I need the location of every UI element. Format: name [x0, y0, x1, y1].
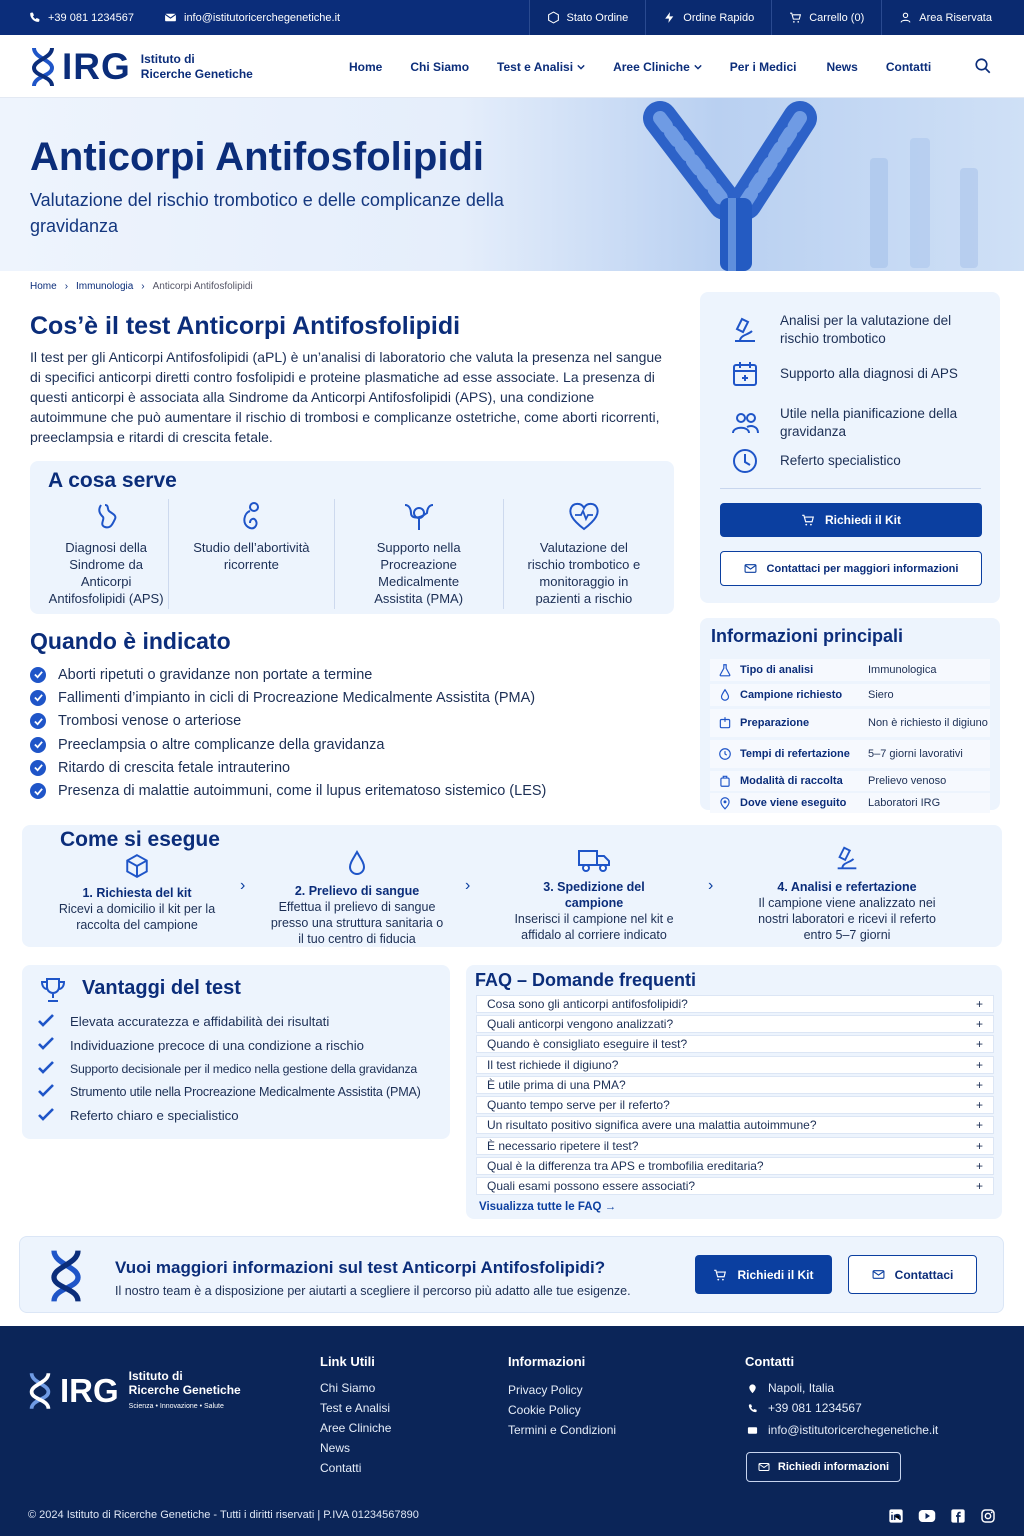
lightning-icon: [663, 11, 676, 24]
stato-ordine-link[interactable]: Stato Ordine: [529, 0, 646, 35]
phone-icon: [747, 1403, 758, 1414]
list-item: Referto chiaro e specialistico: [38, 1104, 421, 1128]
faq-item[interactable]: Un risultato positivo significa avere una malattia autoimmune? +: [476, 1116, 994, 1134]
footer-links-title: Link Utili: [320, 1354, 375, 1369]
divider: [720, 488, 981, 489]
drop-icon: [710, 688, 740, 702]
intro-text: Il test per gli Anticorpi Antifosfolipidi (aPL) è un’analisi di laboratorio che valuta la presenza nel sangue di specifici anticorpi diretti contro fosfolipidi e proteine plasmatiche ad esse associate. La presenza di questi anticorpi è associata alla Sindrome da Anticorpi Antifosfolipidi (APS), una condizione autoimmune che può aumentare il rischio di trombosi e complicanze ostetriche, come aborti ricorrenti, preeclampsia e ritardi di crescita fetale.: [30, 349, 662, 445]
faq-panel: [466, 965, 1002, 1219]
a-cosa-serve-panel: [30, 461, 674, 614]
chevron-down-icon: [577, 63, 585, 71]
footer: [0, 1326, 1024, 1536]
list-item: Presenza di malattie autoimmuni, come il lupus eritematoso sistemico (LES): [30, 779, 546, 802]
mail-icon: [164, 11, 177, 24]
faq-item[interactable]: È utile prima di una PMA? +: [476, 1076, 994, 1094]
copyright: © 2024 Istituto di Ricerche Genetiche - Tutti i diritti riservati | P.IVA 01234567890: [28, 1509, 419, 1521]
feature-panel: [700, 292, 1000, 603]
antibody-illustration: [630, 98, 1024, 271]
breadcrumb-home[interactable]: Home: [30, 281, 57, 292]
box-icon: [124, 853, 150, 879]
serve-item: Studio dell’abortività ricorrente: [169, 499, 334, 609]
step-item: 3. Spedizione del campione Inserisci il campione nel kit e affidalo al corriere indicato: [494, 847, 694, 943]
microscope-icon: [833, 843, 861, 873]
nav-chi-siamo[interactable]: Chi Siamo: [410, 59, 470, 74]
vantaggi-panel: [22, 965, 450, 1139]
footer-info-title: Informazioni: [508, 1354, 586, 1369]
mail-icon: [758, 1461, 770, 1473]
box-icon: [547, 11, 560, 24]
faq-item[interactable]: Quali anticorpi vengono analizzati? +: [476, 1015, 994, 1033]
footer-link[interactable]: Test e Analisi: [320, 1401, 391, 1415]
faq-item[interactable]: Quando è consigliato eseguire il test? +: [476, 1035, 994, 1053]
info-title: Informazioni principali: [711, 626, 904, 646]
main-navigation: [0, 35, 1024, 98]
serve-item: Valutazione del rischio trombotico e monitoraggio in pazienti a rischio: [504, 499, 664, 609]
cta-title: Vuoi maggiori informazioni sul test Anticorpi Antifosfolipidi?: [115, 1258, 606, 1277]
quando-title: Quando è indicato: [30, 628, 231, 654]
location-pin-icon: [747, 1383, 758, 1394]
plus-icon: +: [975, 1159, 983, 1173]
info-row: Modalità di raccolta Prelievo venoso: [710, 771, 990, 791]
faq-item[interactable]: Quanto tempo serve per il referto? +: [476, 1096, 994, 1114]
page-subtitle: Valutazione del rischio trombotico e delle complicanze della gravidanza: [30, 190, 504, 236]
plus-icon: +: [975, 1078, 983, 1092]
reproductive-icon: [402, 499, 436, 533]
mail-icon: [744, 562, 757, 575]
facebook-icon[interactable]: [950, 1508, 966, 1524]
request-kit-button[interactable]: Richiedi il Kit: [720, 503, 982, 537]
hero-banner: [0, 98, 1024, 271]
trophy-icon: [38, 975, 68, 1005]
check-icon: [30, 713, 46, 729]
dna-icon: [46, 1247, 86, 1305]
chevron-right-icon: ›: [708, 877, 714, 894]
faq-item[interactable]: Quali esami possono essere associati? +: [476, 1177, 994, 1195]
mail-icon: [747, 1425, 758, 1436]
nav-aree-cliniche[interactable]: Aree Cliniche: [613, 60, 702, 74]
vantaggi-title: Vantaggi del test: [82, 977, 241, 999]
calendar-icon: [730, 359, 760, 389]
info-row: Tipo di analisi Immunologica: [710, 659, 990, 681]
nav-test-analisi[interactable]: Test e Analisi: [497, 60, 585, 74]
list-item: Supporto decisionale per il medico nella gestione della gravidanza: [38, 1057, 421, 1081]
cta-text: Il nostro team è a disposizione per aiutarti a scegliere il percorso più adatto alle tue esigenze.: [115, 1284, 631, 1298]
heart-pulse-icon: [567, 499, 601, 533]
instagram-icon[interactable]: [980, 1508, 996, 1524]
list-item: Individuazione precoce di una condizione a rischio: [38, 1034, 421, 1058]
chevron-right-icon: ›: [240, 877, 246, 894]
come-title: Come si esegue: [60, 828, 220, 851]
plus-icon: +: [975, 1098, 983, 1112]
check-icon: [30, 783, 46, 799]
chevron-right-icon: ›: [64, 281, 69, 292]
footer-link[interactable]: Aree Cliniche: [320, 1421, 392, 1435]
list-item: Trombosi venose o arteriose: [30, 710, 546, 733]
location-pin-icon: [710, 796, 740, 810]
plus-icon: +: [975, 1058, 983, 1072]
area-riservata-link[interactable]: Area Riservata: [881, 0, 1024, 35]
plus-icon: +: [975, 1017, 983, 1031]
list-item: Fallimenti d’impianto in cicli di Procreazione Medicalmente Assistita (PMA): [30, 686, 546, 709]
list-item: Preeclampsia o altre complicanze della gravidanza: [30, 733, 546, 756]
blood-drop-icon: [345, 849, 369, 877]
cart-icon: [801, 513, 815, 527]
top-bar: [0, 0, 1024, 35]
kit-icon: [710, 774, 740, 788]
topbar-email[interactable]: info@istitutoricerchegenetiche.it: [164, 0, 340, 35]
flask-icon: [710, 663, 740, 677]
check-icon: [38, 1014, 54, 1030]
check-icon: [30, 760, 46, 776]
footer-contact-title: Contatti: [745, 1354, 795, 1369]
footer-contacts: Napoli, Italia +39 081 1234567 info@istitutoricerchegenetiche.it: [747, 1378, 938, 1440]
phone-icon: [28, 11, 41, 24]
list-item: Aborti ripetuti o gravidanze non portate a termine: [30, 663, 546, 686]
footer-logo[interactable]: IRG Istituto di Ricerche Genetiche Scienza • Innovazione • Salute: [26, 1368, 241, 1414]
cta-banner: [19, 1236, 1004, 1313]
view-all-faq-link[interactable]: Visualizza tutte le FAQ →: [479, 1201, 617, 1213]
intro-title: Cos’è il test Anticorpi Antifosfolipidi: [30, 312, 461, 340]
footer-request-info-button[interactable]: Richiedi informazioni: [746, 1452, 901, 1482]
social-links: [888, 1508, 996, 1524]
faq-item[interactable]: Cosa sono gli anticorpi antifosfolipidi? +: [476, 995, 994, 1013]
logo[interactable]: IRG Istituto di Ricerche Genetiche: [28, 46, 253, 88]
info-row: Tempi di refertazione 5–7 giorni lavorativi: [710, 740, 990, 768]
faq-item[interactable]: Il test richiede il digiuno? +: [476, 1056, 994, 1074]
cta-request-kit-button[interactable]: Richiedi il Kit: [695, 1255, 832, 1294]
plus-icon: +: [975, 997, 983, 1011]
nav-home[interactable]: Home: [349, 59, 383, 74]
breadcrumb-current: Anticorpi Antifosfolipidi: [152, 281, 253, 292]
cart-icon: [713, 1268, 727, 1282]
faq-item[interactable]: È necessario ripetere il test? +: [476, 1137, 994, 1155]
footer-link[interactable]: Termini e Condizioni: [508, 1423, 617, 1437]
serve-item: Supporto nella Procreazione Medicalmente Assistita (PMA): [335, 499, 504, 609]
chevron-right-icon: ›: [141, 281, 145, 292]
check-icon: [38, 1061, 54, 1077]
nav-news[interactable]: News: [826, 59, 858, 74]
user-icon: [899, 11, 912, 24]
come-si-esegue-panel: [22, 825, 1002, 947]
footer-link[interactable]: Contatti: [320, 1461, 362, 1475]
feature-item: Utile nella pianificazione della gravidanza: [730, 405, 960, 441]
dna-icon: [26, 1368, 54, 1414]
uterus-icon: [89, 499, 123, 533]
topbar-phone[interactable]: +39 081 1234567: [28, 0, 134, 35]
topbar-links: [529, 0, 1024, 35]
faq-item[interactable]: Qual è la differenza tra APS e trombofilia ereditaria? +: [476, 1157, 994, 1175]
feature-item: Referto specialistico: [730, 446, 901, 476]
footer-info-links: [508, 1380, 616, 1440]
check-icon: [30, 690, 46, 706]
search-icon[interactable]: [974, 57, 992, 75]
intro-section: [30, 312, 675, 447]
cart-icon: [789, 11, 802, 24]
plus-icon: +: [975, 1179, 983, 1193]
footer-link[interactable]: Cookie Policy: [508, 1403, 581, 1417]
serve-item: Diagnosi della Sindrome da Anticorpi Antifosfolipidi (APS): [44, 499, 169, 609]
youtube-icon[interactable]: [918, 1508, 936, 1524]
quando-indicato-section: [30, 628, 546, 803]
clock-icon: [710, 747, 740, 761]
check-icon: [30, 667, 46, 683]
clock-icon: [730, 446, 760, 476]
plus-icon: +: [975, 1139, 983, 1153]
menu: [349, 35, 959, 98]
ordine-rapido-link[interactable]: Ordine Rapido: [645, 0, 771, 35]
contact-info-button[interactable]: Contattaci per maggiori informazioni: [720, 551, 982, 586]
footer-link[interactable]: Chi Siamo: [320, 1381, 376, 1395]
nav-per-i-medici[interactable]: Per i Medici: [729, 59, 797, 74]
list-item: Strumento utile nella Procreazione Medicalmente Assistita (PMA): [38, 1081, 421, 1105]
list-item: Elevata accuratezza e affidabilità dei risultati: [38, 1010, 421, 1034]
chevron-right-icon: ›: [465, 877, 471, 894]
check-icon: [38, 1084, 54, 1100]
feature-item: Supporto alla diagnosi di APS: [730, 359, 960, 389]
users-icon: [730, 408, 760, 438]
linkedin-icon[interactable]: [888, 1508, 904, 1524]
breadcrumb-immunologia[interactable]: Immunologia: [76, 281, 134, 292]
info-row: Dove viene eseguito Laboratori IRG: [710, 793, 990, 813]
footer-links: [320, 1378, 391, 1478]
check-icon: [38, 1108, 54, 1124]
preparation-icon: [710, 716, 740, 730]
cart-link[interactable]: Carrello (0): [771, 0, 881, 35]
step-item: 2. Prelievo di sangue Effettua il prelievo di sangue presso una struttura sanitaria o il tuo centro di fiducia: [267, 849, 447, 947]
dna-icon: [28, 46, 58, 88]
footer-link[interactable]: News: [320, 1441, 351, 1455]
a-cosa-serve-title: A cosa serve: [48, 469, 177, 492]
nav-contatti[interactable]: Contatti: [885, 59, 932, 74]
chevron-down-icon: [694, 63, 702, 71]
info-row: Preparazione Non è richiesto il digiuno: [710, 709, 990, 737]
cta-contact-button[interactable]: Contattaci: [848, 1255, 977, 1294]
feature-item: Analisi per la valutazione del rischio trombotico: [730, 312, 960, 348]
page-title: Anticorpi Antifosfolipidi: [30, 135, 485, 179]
plus-icon: +: [975, 1037, 983, 1051]
info-row: Campione richiesto Siero: [710, 684, 990, 706]
check-icon: [38, 1037, 54, 1053]
step-item: 4. Analisi e refertazione Il campione viene analizzato nei nostri laboratori e ricevi il referto entro 5–7 giorni: [752, 843, 942, 943]
plus-icon: +: [975, 1118, 983, 1132]
microscope-icon: [730, 315, 760, 345]
step-item: 1. Richiesta del kit Ricevi a domicilio il kit per la raccolta del campione: [52, 853, 222, 933]
fetus-icon: [234, 499, 268, 533]
faq-title: FAQ – Domande frequenti: [475, 970, 697, 990]
list-item: Ritardo di crescita fetale intrauterino: [30, 756, 546, 779]
mail-icon: [872, 1268, 885, 1281]
footer-link[interactable]: Privacy Policy: [508, 1383, 583, 1397]
check-icon: [30, 737, 46, 753]
info-panel: [700, 618, 1000, 810]
breadcrumb: [30, 281, 253, 292]
truck-icon: [577, 847, 611, 873]
